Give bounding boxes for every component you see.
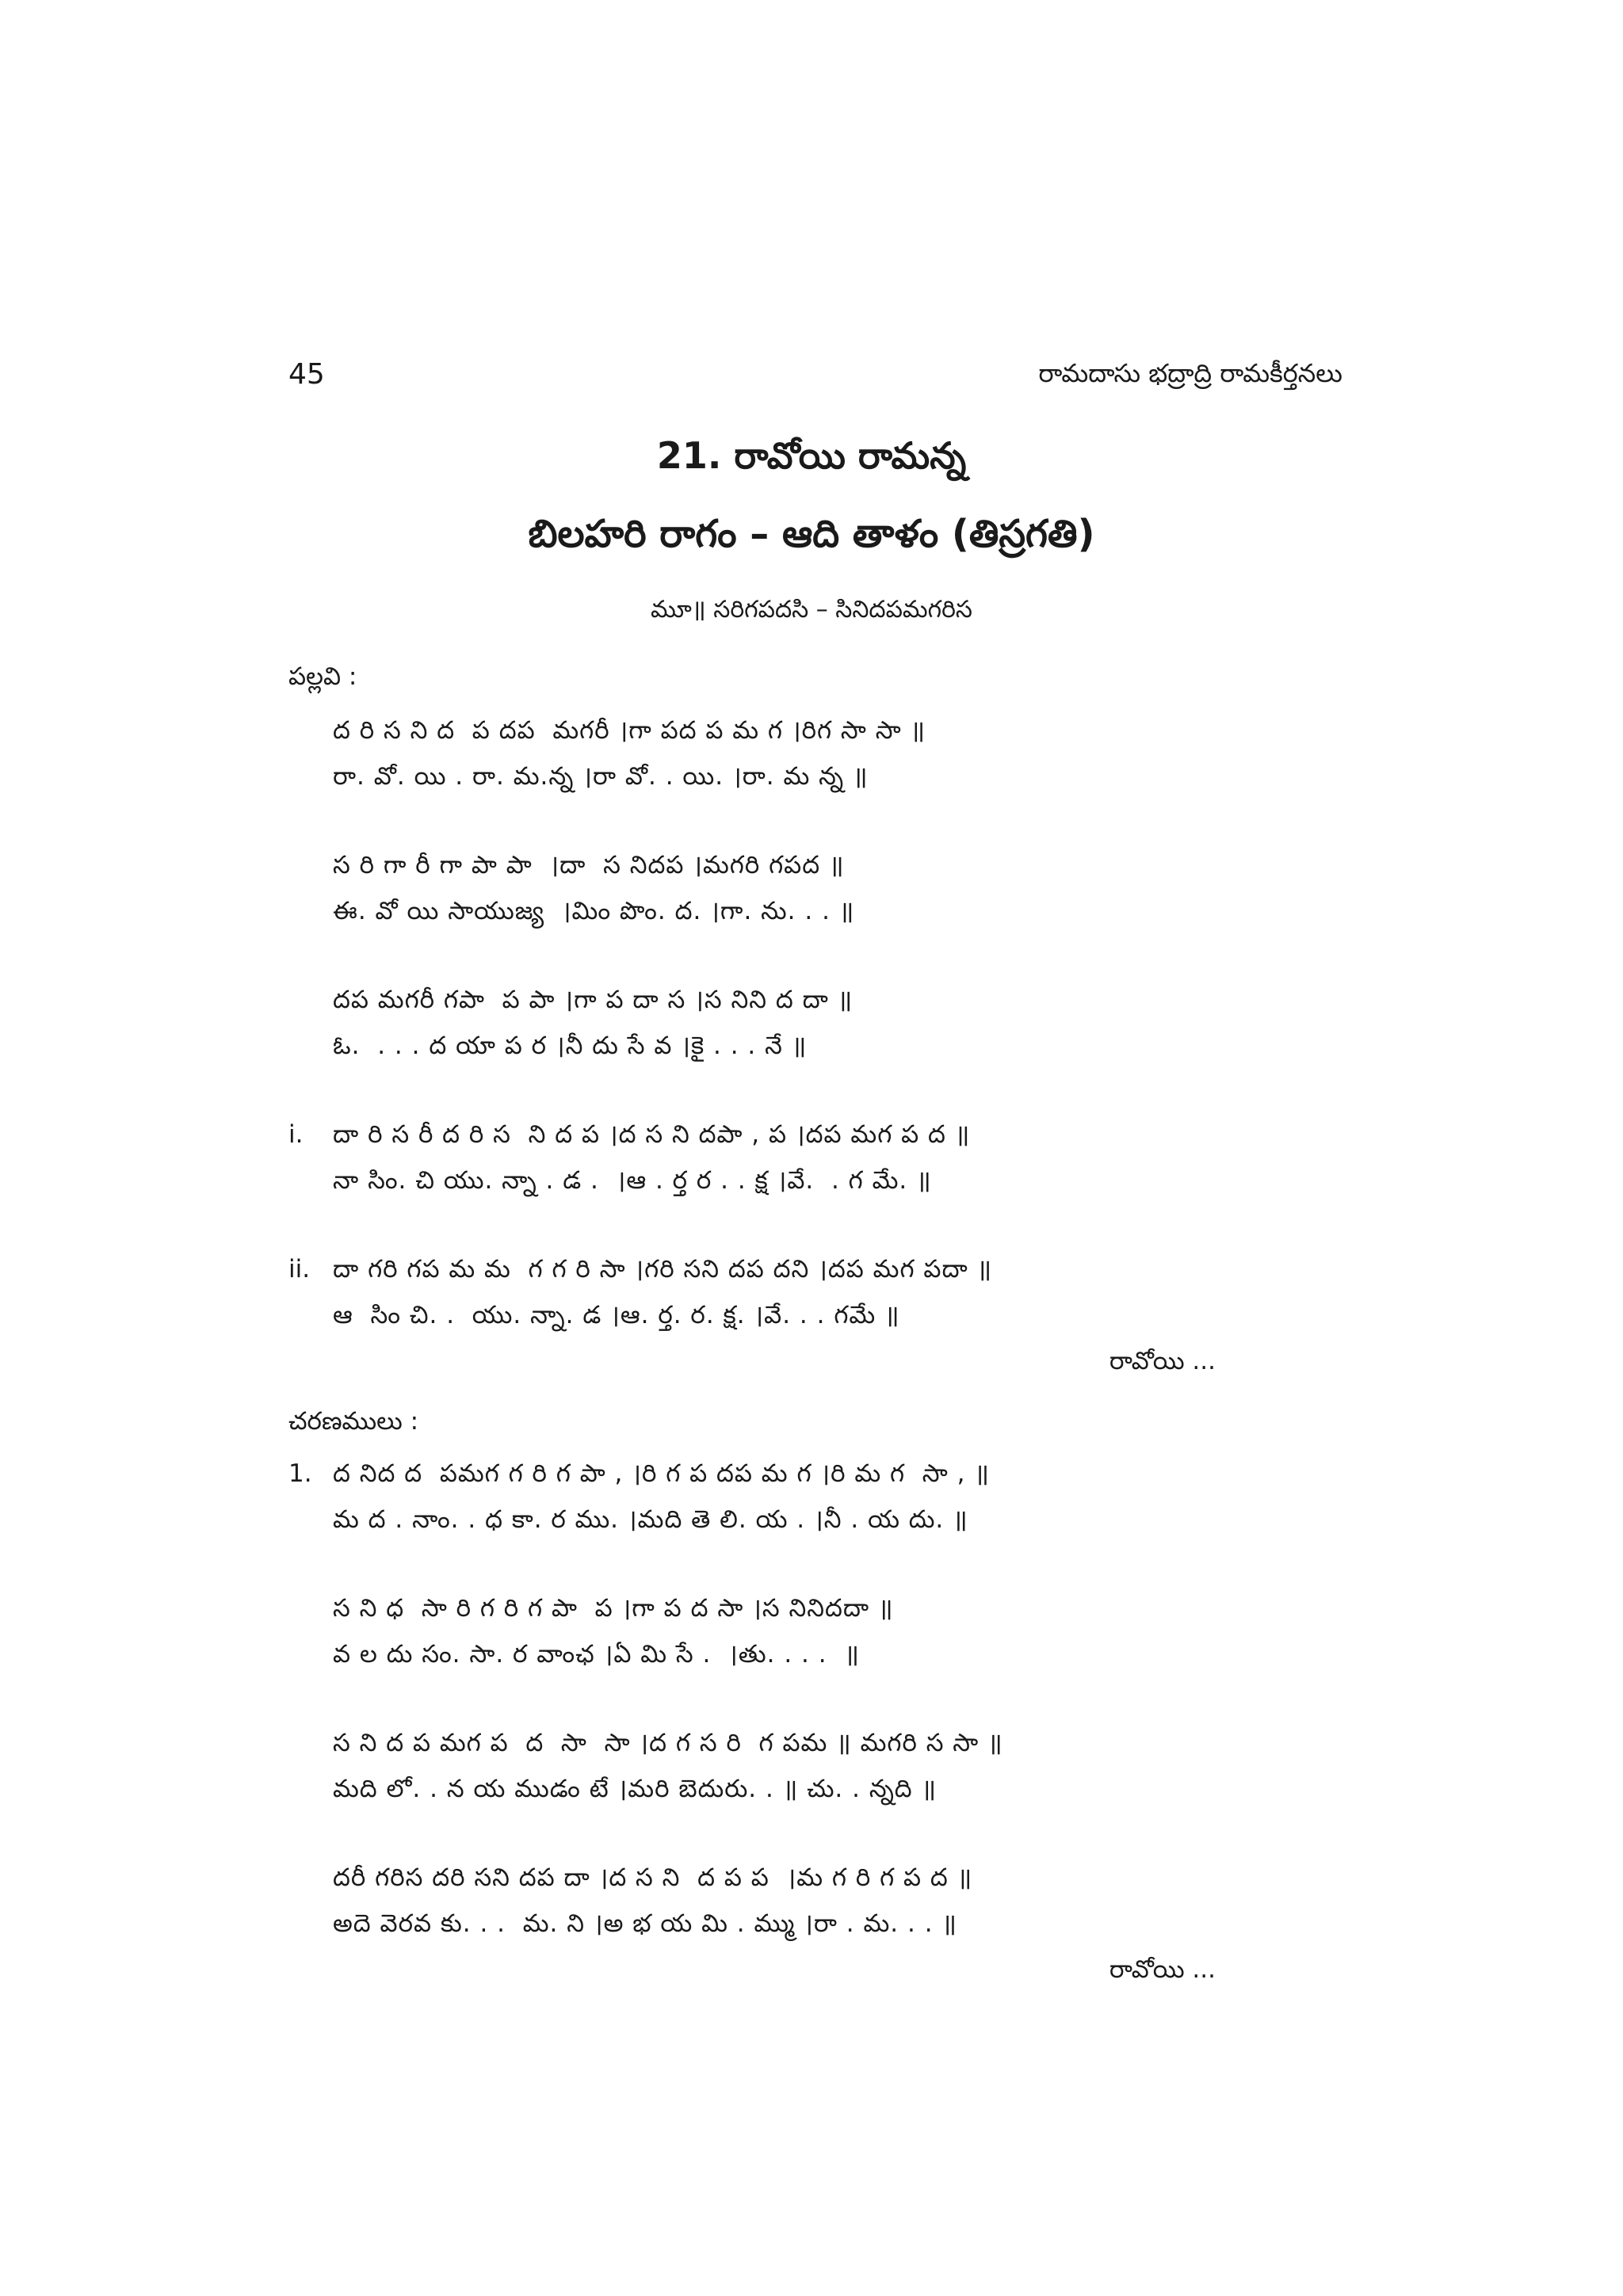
- lyric-line: రా. వో. యి . రా. మ.న్న ।రా వో. . యి. ।రా. మ న్న ॥: [333, 762, 869, 791]
- running-head: రామదాసు భద్రాద్రి రామకీర్తనలు: [1038, 358, 1342, 388]
- notation-line: దరీ గరిస దరి సని దప దా ।ద స ని ద ప ప ।మ గ రి గ ప ద ॥: [333, 1863, 973, 1892]
- verse-marker: 1.: [288, 1459, 312, 1488]
- verse-marker: i.: [288, 1120, 304, 1149]
- refrain-cue: రావోయి ...: [1109, 1955, 1216, 1984]
- page-number: 45: [288, 358, 325, 391]
- lyric-line: ఆ సిం చి. . యు. న్నా. డ ।ఆ. ర్త. ర. క్ష. ।వే. . . గమే ॥: [333, 1301, 900, 1329]
- lyric-line: ఈ. వో యి సాయుజ్య ।మిం పొం. ద. ।గా. ను. . . ॥: [333, 897, 855, 925]
- notation-line: దప మగరీ గపా ప పా ।గా ప దా స ।స నిని ద దా ॥: [333, 986, 854, 1014]
- notation-line: దా గరి గప మ మ గ గ రి సా ।గరి సని దప దని ।దప మగ పదా ॥: [333, 1255, 993, 1283]
- lyric-line: మది లో. . న య ముడం టే ।మరి బెదురు. . ॥ చు. . న్నది ॥: [333, 1775, 938, 1803]
- charanamulu-label: చరణములు :: [288, 1407, 419, 1436]
- scale-line: మూ॥ సరిగపదసి – సినిదపమగరిస: [651, 596, 972, 624]
- lyric-line: మ ద . నాం. . ధ కా. ర ము. ।మది తె లి. య . ।నీ . య దు. ॥: [333, 1505, 968, 1534]
- lyric-line: వ ల దు సం. సా. ర వాంఛ ।ఏ మి సే . ।తు. . . . ॥: [333, 1640, 860, 1669]
- refrain-cue: రావోయి ...: [1109, 1347, 1216, 1375]
- pallavi-label: పల్లవి :: [288, 662, 357, 691]
- lyric-line: నా సిం. చి యు. న్నా . డ . ।ఆ . ర్త ర . . క్ష ।వే. . గ మే. ॥: [333, 1166, 932, 1195]
- notation-line: స ని ధ సా రి గ రి గ పా ప ।గా ప ద సా ।స నినిదదా ॥: [333, 1594, 894, 1623]
- lyric-line: ఓ. . . . ద యా ప ర ।నీ దు సే వ ।కై . . . నే ॥: [333, 1032, 808, 1060]
- notation-line: స రి గా రీ గా పా పా ।దా స నిదప ।మగరి గపద ॥: [333, 851, 845, 879]
- notation-line: ద రి స ని ద ప దప మగరీ ।గా పద ప మ గ ।రిగ సా సా ॥: [333, 716, 926, 745]
- raga-tala-heading: బిలహరి రాగం – ఆది తాళం (తిస్రగతి): [528, 512, 1095, 556]
- notation-line: స ని ద ప మగ ప ద సా సా ।ద గ స రి గ పమ ॥ మగరి స సా ॥: [333, 1729, 1003, 1757]
- verse-marker: ii.: [288, 1255, 311, 1283]
- notation-line: దా రి స రీ ద రి స ని ద ప ।ద స ని దపా , ప ।దప మగ ప ద ॥: [333, 1120, 971, 1149]
- lyric-line: అదె వెరవ కు. . . మ. ని ।అ భ య మి . మ్ము ।రా . మ. . . ॥: [333, 1909, 957, 1938]
- notation-line: ద నిద ద పమగ గ రి గ పా , ।రి గ ప దప మ గ ।రి మ గ సా , ॥: [333, 1459, 990, 1488]
- song-title: 21. రావోయి రామన్న: [656, 434, 967, 477]
